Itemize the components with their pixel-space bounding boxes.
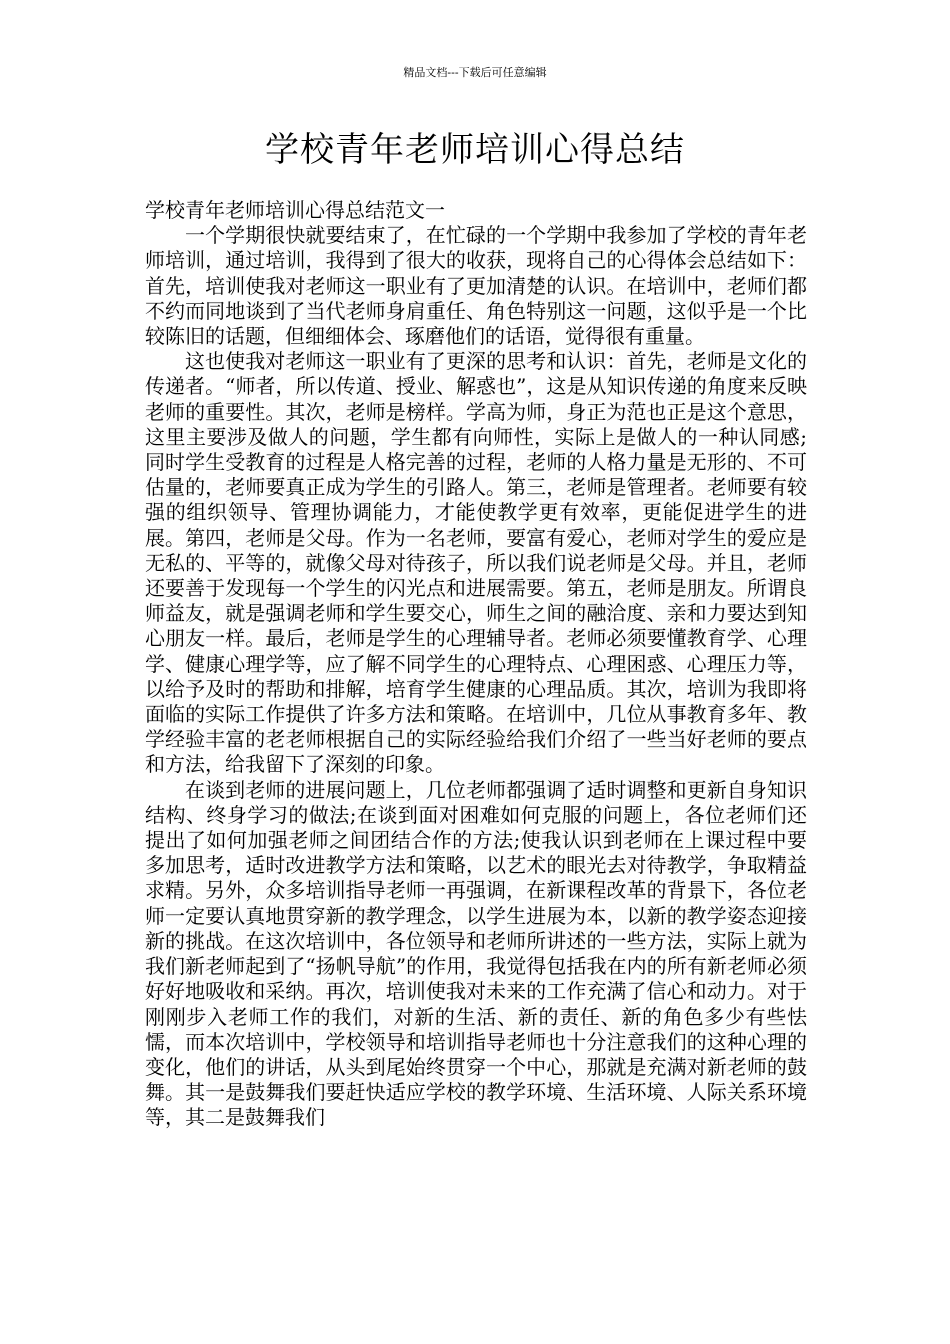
document-body <box>145 198 807 1131</box>
document-title: 学校青年老师培训心得总结 <box>265 130 685 170</box>
header-note: 精品文档---下载后可任意编辑 <box>403 66 547 79</box>
body-paragraph: 在谈到老师的进展问题上，几位老师都强调了适时调整和更新自身知识结构、终身学习的做法;在谈到面对困难如何克服的问题上，各位老师们还提出了如何加强老师之间团结合作的方法;使我认识到老师在上课过程中要多加思考，适时改进教学方法和策略，以艺术的眼光去对待教学，争取精益求精。另外，众多培训指导老师一再强调，在新课程改革的背景下，各位老师一定要认真地贯穿新的教学理念，以学生进展为本，以新的教学姿态迎接新的挑战。在这次培训中，各位领导和老师所讲述的一些方法，实际上就为我们新老师起到了“扬帆导航”的作用，我觉得包括我在内的所有新老师必须好好地吸收和采纳。再次，培训使我对未来的工作充满了信心和动力。对于刚刚步入老师工作的我们，对新的生活、新的责任、新的角色多少有些怯懦，而本次培训中，学校领导和培训指导老师也十分注意我们的这种心理的变化，他们的讲话，从头到尾始终贯穿一个中心，那就是充满对新老师的鼓舞。其一是鼓舞我们要赶快适应学校的教学环境、生活环境、人际关系环境等，其二是鼓舞我们 <box>145 777 807 1130</box>
body-paragraph: 这也使我对老师这一职业有了更深的思考和认识：首先，老师是文化的传递者。“师者，所以传道、授业、解惑也”，这是从知识传递的角度来反映老师的重要性。其次，老师是榜样。学高为师，身正为范也正是这个意思，这里主要涉及做人的问题，学生都有向师性，实际上是做人的一种认同感;同时学生受教育的过程是人格完善的过程，老师的人格力量是无形的、不可估量的，老师要真正成为学生的引路人。第三，老师是管理者。老师要有较强的组织领导、管理协调能力，才能使教学更有效率，更能促进学生的进展。第四，老师是父母。作为一名老师，要富有爱心，老师对学生的爱应是无私的、平等的，就像父母对待孩子，所以我们说老师是父母。并且，老师还要善于发现每一个学生的闪光点和进展需要。第五，老师是朋友。所谓良师益友，就是强调老师和学生要交心，师生之间的融洽度、亲和力要达到知心朋友一样。最后，老师是学生的心理辅导者。老师必须要懂教育学、心理学、健康心理学等，应了解不同学生的心理特点、心理困惑、心理压力等，以给予及时的帮助和排解，培育学生健康的心理品质。其次，培训为我即将面临的实际工作提供了许多方法和策略。在培训中，几位从事教育多年、教学经验丰富的老老师根据自己的实际经验给我们介绍了一些当好老师的要点和方法，给我留下了深刻的印象。 <box>145 349 807 777</box>
document-subtitle: 学校青年老师培训心得总结范文一 <box>145 198 445 222</box>
body-paragraph: 一个学期很快就要结束了，在忙碌的一个学期中我参加了学校的青年老师培训，通过培训，我得到了很大的收获，现将自己的心得体会总结如下：首先，培训使我对老师这一职业有了更加清楚的认识。在培训中，老师们都不约而同地谈到了当代老师身肩重任、角色特别这一问题，这似乎是一个比较陈旧的话题，但细细体会、琢磨他们的话语，觉得很有重量。 <box>145 223 807 349</box>
